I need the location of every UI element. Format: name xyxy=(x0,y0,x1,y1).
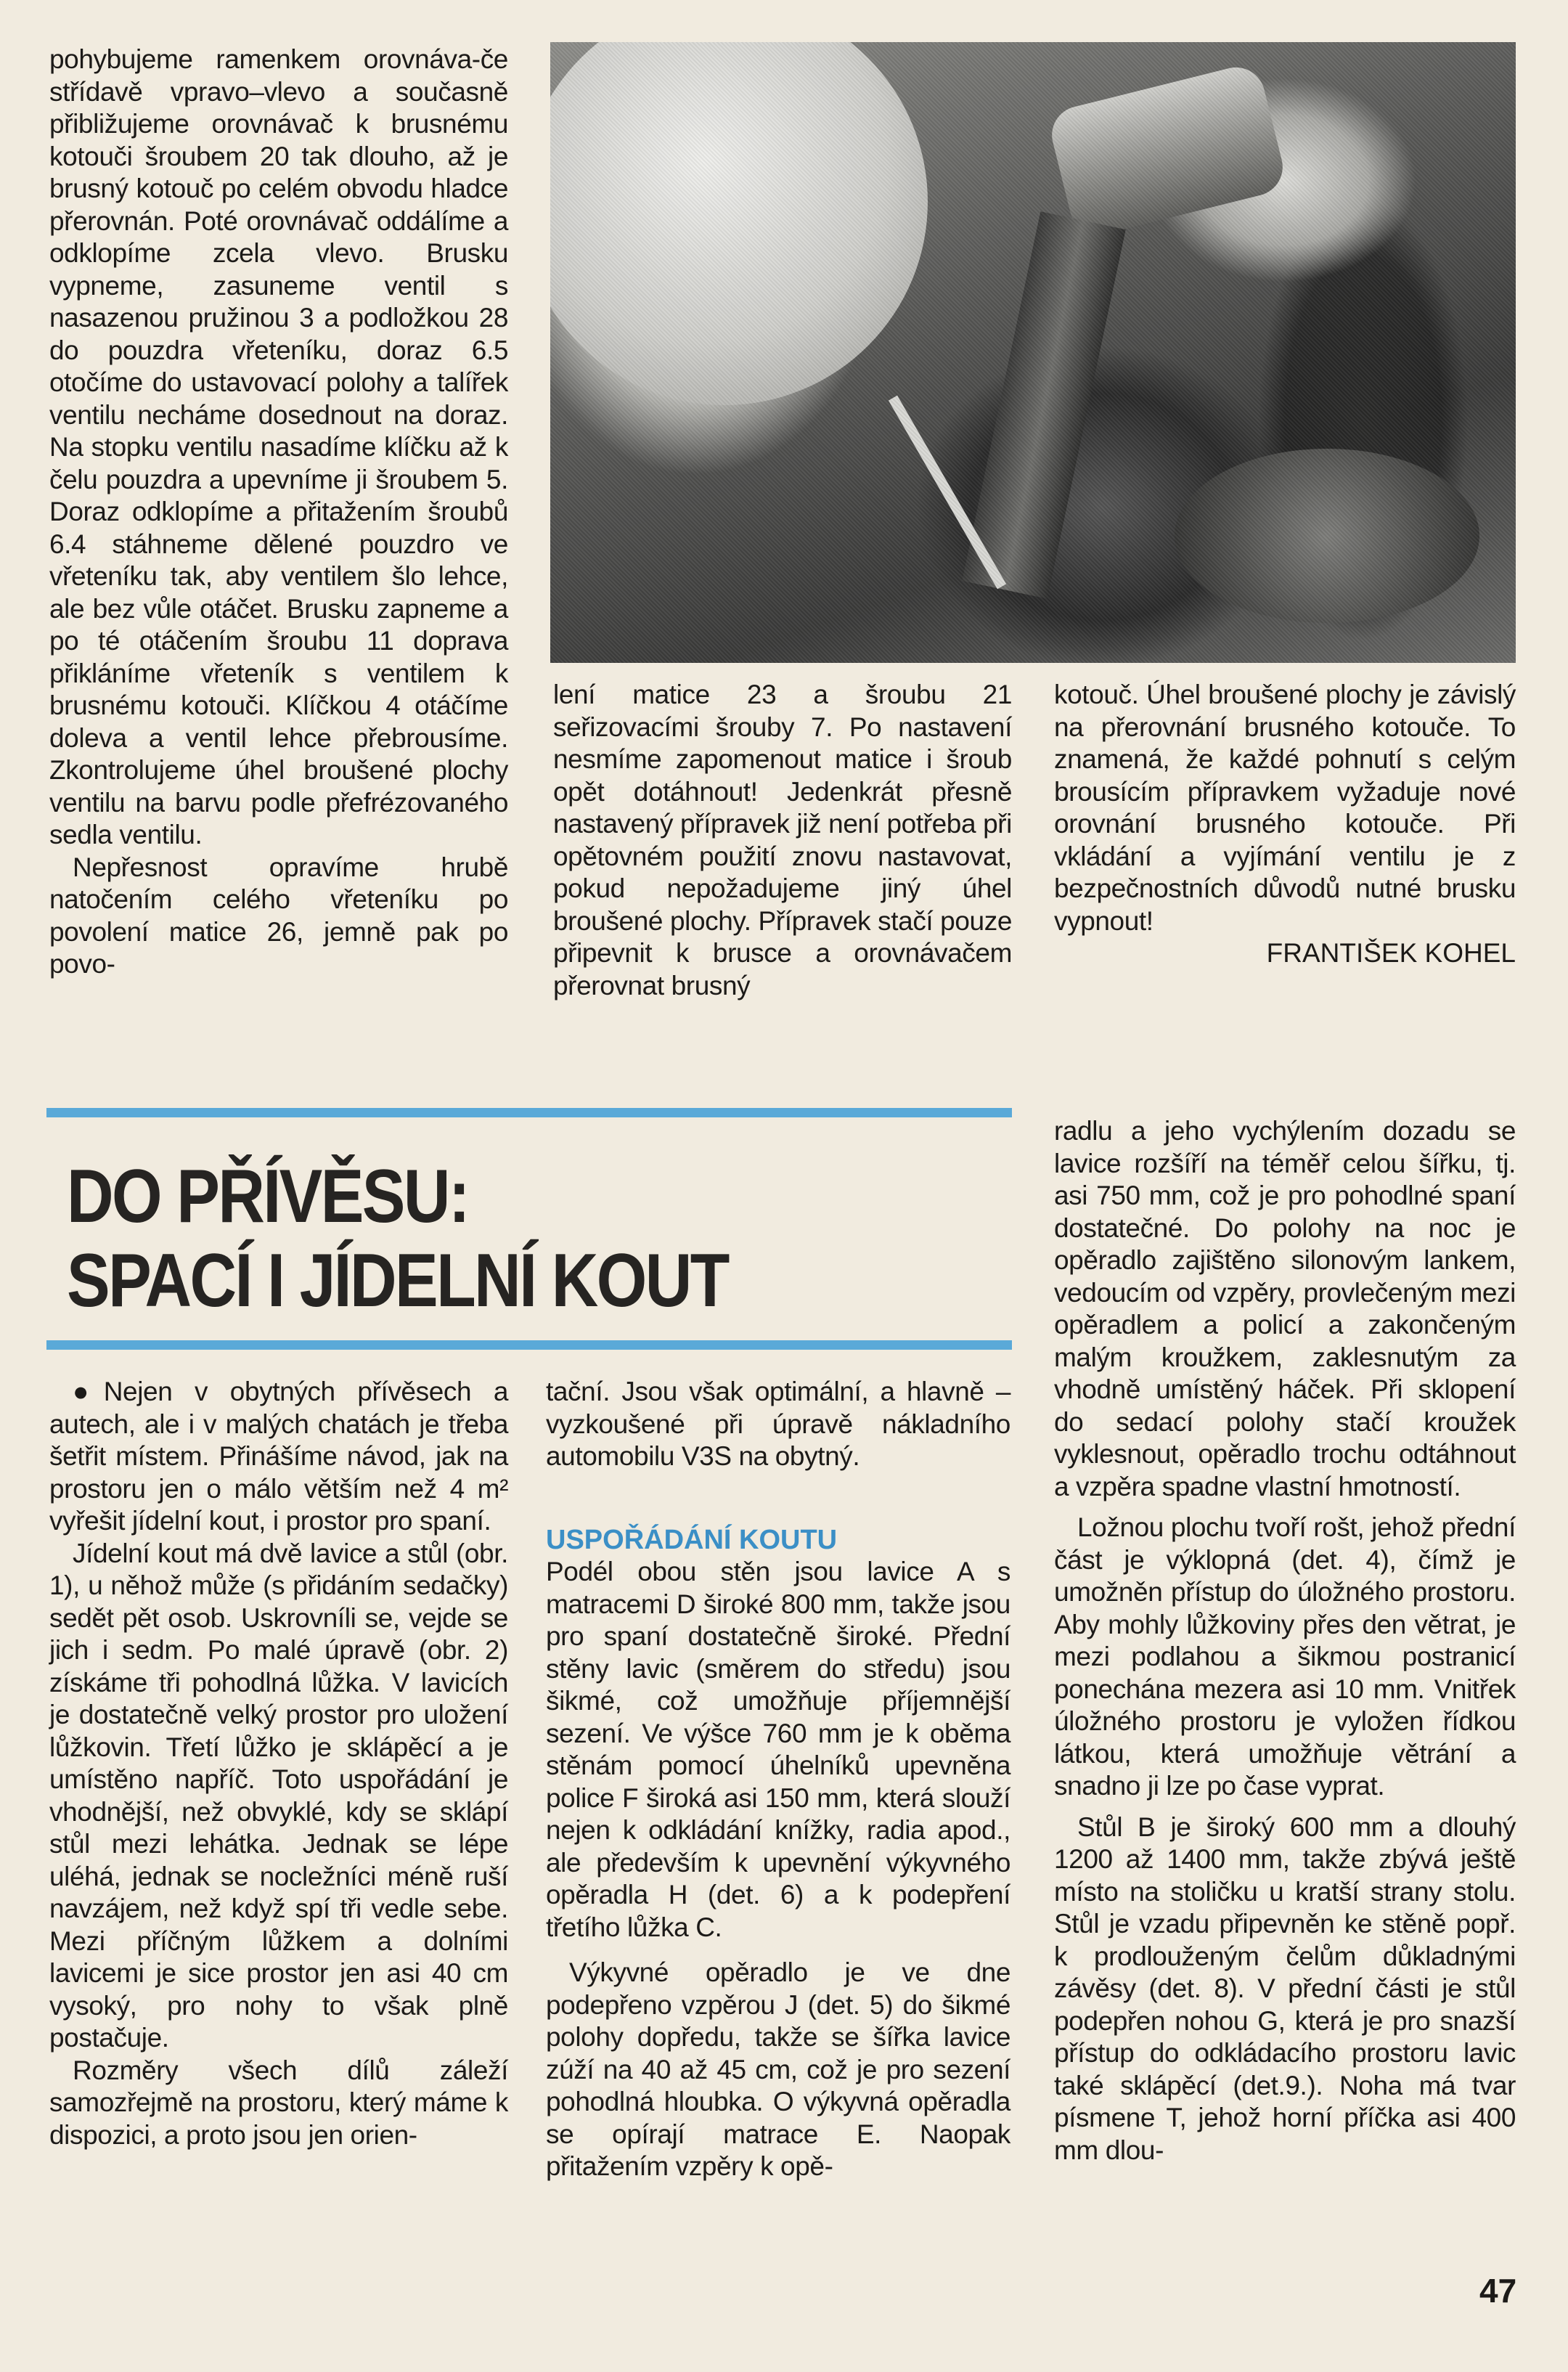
article2-column-2 xyxy=(546,1376,1010,2183)
article1-column-3 xyxy=(1054,679,1516,970)
section-subheading: USPOŘÁDÁNÍ KOUTU xyxy=(546,1524,838,1555)
author-signature: FRANTIŠEK KOHEL xyxy=(1266,938,1516,968)
article1-column-2 xyxy=(553,679,1012,1002)
paragraph: Podél obou stěn jsou lavice A s matracemi D široké 800 mm, takže jsou pro spaní dostatečně široké. Přední stěny lavic (směrem do středu) jsou šikmé, což umožňuje příjemnější sezení. Ve výšce 760 mm je k oběma stěnám pomocí úhelníků upevněna police F široká asi 150 mm, která slouží nejen k odkládání knížky, radia apod., ale především k upevnění výkyvného opěradla H (det. 6) a k podepření třetího lůžka C. xyxy=(546,1557,1010,1942)
bracket-arm-shape xyxy=(962,211,1125,599)
paragraph: tační. Jsou však optimální, a hlavně – vyzkoušené při úpravě nákladního automobilu V3S na obytný. xyxy=(546,1377,1010,1471)
article2-column-1 xyxy=(49,1376,508,2151)
paragraph: Stůl B je široký 600 mm a dlouhý 1200 až 1400 mm, takže zbývá ještě místo na stoličku u kratší strany stolu. Stůl je vzadu připevněn ke stěně popř. k prodlouženým čelům důkladnými závěsy (det. 8). V přední části je stůl podepřen nohou G, která je pro snazší přístup do odkládacího prostoru lavic také sklápěcí (det.9.). Noha má tvar písmene T, jehož horní příčka asi 400 mm dlou- xyxy=(1054,1811,1516,2165)
paragraph: radlu a jeho vychýlením dozadu se lavice rozšíří na téměř celou šířku, tj. asi 750 mm, což je pro pohodlné spaní dostatečné. Do polohy na noc je opěradlo zajištěno silonovým lankem, vedoucím od vzpěry, provlečeným mezi opěradlem a policí a zakončeným malým kroužkem, zaklesnutým za vhodně umístěný háček. Při sklopení do sedací polohy stačí kroužek vyklesnout, opěradlo trochu odtáhnout a vzpěra spadne vlastní hmotností. xyxy=(1054,1116,1516,1501)
headline-line-1: DO PŘÍVĚSU: xyxy=(67,1154,469,1239)
paragraph: Výkyvné opěradlo je ve dne podepřeno vzpěrou J (det. 5) do šikmé polohy dopředu, takže se šířka lavice zúží na 40 až 45 cm, což je pro sezení pohodlná hloubka. O výkyvná opěradla se opírají matrace E. Naopak přitažením vzpěry k opě- xyxy=(546,1957,1010,2181)
paragraph: Ložnou plochu tvoří rošt, jehož přední část je výklopná (det. 4), čímž je umožněn přístup do úložného prostoru. Aby mohly lůžkoviny přes den větrat, je mezi podlahou a šikmou postranicí ponechána mezera asi 10 mm. Vnitřek úložného prostoru je vyložen řídkou látkou, která umožňuje větrání a snadno ji lze po čase vyprat. xyxy=(1054,1512,1516,1801)
base-plate-shape xyxy=(1175,449,1479,623)
page-number: 47 xyxy=(1479,2272,1517,2310)
headline-line-2: SPACÍ I JÍDELNÍ KOUT xyxy=(67,1239,728,1323)
grinding-wheel-shape xyxy=(550,42,928,405)
lead-paragraph: ●Nejen v obytných přívěsech a autech, ale i v malých chatách je třeba šetřit místem. Přinášíme návod, jak na prostoru jen o málo větším než 4 m² vyřešit jídelní kout, i prostor pro spaní. xyxy=(49,1377,508,1536)
motor-cylinder-shape xyxy=(1046,61,1289,240)
rod-shape xyxy=(889,396,1006,590)
headline-top-rule xyxy=(46,1108,1012,1117)
paragraph: Rozměry všech dílů záleží samozřejmě na prostoru, který máme k dispozici, a proto jsou jen orien- xyxy=(49,2055,508,2150)
grinder-jig-photo xyxy=(550,42,1516,663)
article2-headline xyxy=(67,1154,728,1323)
paragraph: pohybujeme ramenkem orovnáva-če střídavě vpravo–vlevo a současně přibližujeme orovnávač k brusnému kotouči šroubem 20 tak dlouho, až je brusný kotouč po celém obvodu hladce přerovnán. Poté orovnávač oddálíme a odklopíme zcela vlevo. Brusku vypneme, zasuneme ventil s nasazenou pružinou 3 a podložkou 28 do pouzdra vřeteníku, doraz 6.5 otočíme do ustavovací polohy a talířek ventilu necháme dosednout na doraz. Na stopku ventilu nasadíme klíčku až k čelu pouzdra a upevníme ji šroubem 5. Doraz odklopíme a přitažením šroubů 6.4 stáhneme dělené pouzdro ve vřeteníku tak, aby ventilem šlo lehce, ale bez vůle otáčet. Brusku zapneme a po té otáčením šroubu 11 doprava přikláníme vřeteník s ventilem k brusnému kotouči. Klíčkou 4 otáčíme doleva a ventil lehce přebrousíme. Zkontrolujeme úhel broušené plochy ventilu na barvu podle přefrézovaného sedla ventilu. xyxy=(49,44,508,849)
article2-column-3 xyxy=(1054,1115,1516,2167)
paragraph: kotouč. Úhel broušené plochy je závislý na přerovnání brusného kotouče. To znamená, že každé pohnutí s celým brousícím přípravkem vyžaduje nové orovnání brusného kotouče. Při vkládání a vyjímání ventilu je z bezpečnostních důvodů nutné brusku vypnout! xyxy=(1054,680,1516,936)
article1-column-1 xyxy=(49,44,508,981)
headline-bottom-rule xyxy=(46,1340,1012,1350)
paragraph: lení matice 23 a šroubu 21 seřizovacími šrouby 7. Po nastavení nesmíme zapomenout matice i šroub opět dotáhnout! Jedenkrát přesně nastavený přípravek již není potřeba při opětovném použití znovu nastavovat, pokud nepožadujeme jiný úhel broušené plochy. Přípravek stačí pouze připevnit k brusce a orovnávačem přerovnat brusný xyxy=(553,680,1012,1000)
paragraph: Nepřesnost opravíme hrubě natočením celého vřeteníku po povolení matice 26, jemně pak po povo- xyxy=(49,852,508,979)
paragraph: Jídelní kout má dvě lavice a stůl (obr. 1), u něhož může (s přidáním sedačky) sedět pět osob. Uskrovníli se, vejde se jich i sedm. Po malé úpravě (obr. 2) získáme tři pohodlná lůžka. V lavicích je dostatečně velký prostor pro uložení lůžkovin. Třetí lůžko je sklápěcí a je umístěno napříč. Toto uspořádání je vhodnější, než obvyklé, kdy se sklápí stůl mezi lehátka. Jednak se lépe uléhá, jednak se nocležníci méně ruší navzájem, než když spí tři vedle sebe. Mezi příčným lůžkem a dolními lavicemi je sice prostor jen asi 40 cm vysoký, pro nohy to však plně postačuje. xyxy=(49,1538,508,2053)
